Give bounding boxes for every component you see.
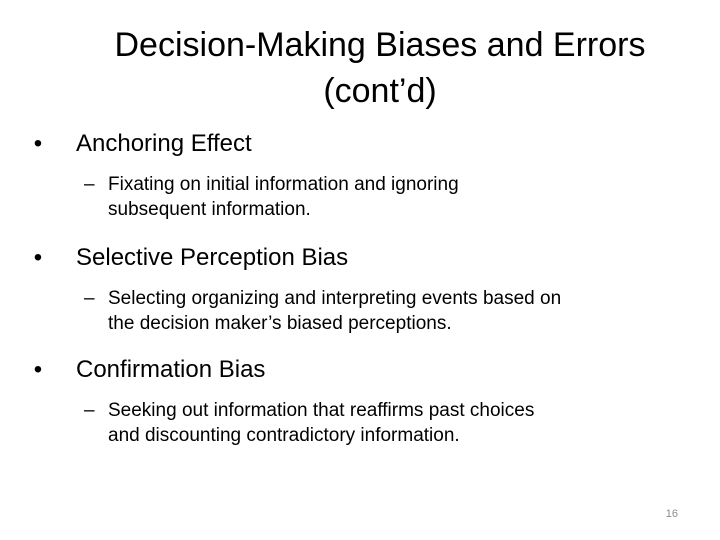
sub-bullet-marker: – <box>84 288 95 309</box>
sub-bullet-marker: – <box>84 174 95 195</box>
bullet-item-anchoring <box>28 128 688 222</box>
bullet-marker: • <box>33 356 43 383</box>
bullet-heading-text: Anchoring Effect <box>76 130 252 157</box>
bullet-item-confirmation <box>28 354 688 448</box>
page-number: 16 <box>665 508 678 520</box>
bullet-heading <box>28 242 688 274</box>
slide-title <box>40 22 720 114</box>
sub-bullet-line-1: Selecting organizing and interpreting events based on <box>108 288 562 309</box>
sub-bullet <box>28 398 688 448</box>
bullet-heading-text: Selective Perception Bias <box>76 244 349 271</box>
bullet-heading <box>28 128 688 160</box>
sub-bullet <box>28 286 688 336</box>
sub-bullet-marker: – <box>84 400 95 421</box>
sub-bullet-line-2: and discounting contradictory information. <box>108 425 460 446</box>
sub-bullet-line-2: subsequent information. <box>108 199 311 220</box>
title-line-1: Decision-Making Biases and Errors <box>114 26 646 64</box>
bullet-heading-text: Confirmation Bias <box>76 356 266 383</box>
title-line-2: (cont’d) <box>323 72 437 110</box>
sub-bullet-line-1: Fixating on initial information and ignoring <box>108 174 459 195</box>
sub-bullet <box>28 172 688 222</box>
bullet-item-selective-perception <box>28 242 688 336</box>
sub-bullet-line-2: the decision maker’s biased perceptions. <box>108 313 452 334</box>
sub-bullet-line-1: Seeking out information that reaffirms past choices <box>108 400 535 421</box>
bullet-heading <box>28 354 688 386</box>
bullet-marker: • <box>33 244 43 271</box>
bullet-marker: • <box>33 130 43 157</box>
bullet-list <box>28 128 688 466</box>
